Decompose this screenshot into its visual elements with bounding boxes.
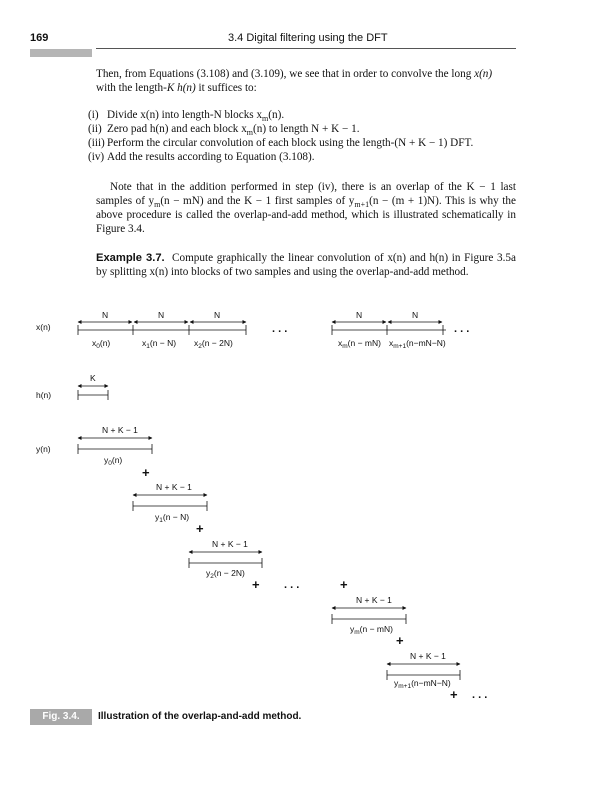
step-tail: (n) to length N + K − 1. — [253, 123, 360, 135]
example-label: Example 3.7. — [96, 252, 165, 264]
y1-segment — [133, 495, 207, 511]
step-text: Perform the circular convolution of each block using the length-(N + K − 1) DFT. — [107, 137, 474, 149]
note-b: (n − mN) and the K − 1 first samples of y — [160, 195, 355, 207]
running-head: 3.4 Digital filtering using the DFT — [228, 32, 388, 44]
plus-5: + — [396, 633, 404, 648]
plus-1: + — [142, 465, 150, 480]
h-label: h(n) — [36, 390, 52, 400]
step-sub: m — [246, 128, 254, 138]
y0-label: $y_0(n)$ — [104, 455, 123, 467]
xm1-label: $x_{m+1}(n-mN-N)$ — [389, 338, 446, 350]
x-axis — [78, 325, 446, 335]
page-number: 169 — [30, 32, 49, 44]
x2-label: $x_2(n - 2N)$ — [194, 338, 233, 350]
y-label: y(n) — [36, 444, 51, 454]
y1-NK: N + K − 1 — [156, 482, 192, 492]
intro-part3: it suffices to: — [195, 82, 257, 94]
figure-caption: Illustration of the overlap-and-add method. — [98, 711, 302, 722]
step-text: Zero pad h(n) and each block x — [107, 123, 247, 135]
step-number: (i) — [88, 109, 99, 121]
step-number: (ii) — [88, 123, 102, 135]
step-text: Divide x(n) into length-N blocks x — [107, 109, 263, 121]
h-segment — [78, 386, 108, 400]
step-number: (iii) — [88, 137, 105, 149]
step-number: (iv) — [88, 151, 105, 163]
plus-4: + — [340, 577, 348, 592]
step-sub: m — [262, 114, 269, 124]
ym-NK: N + K − 1 — [356, 595, 392, 605]
ym-segment — [332, 608, 406, 624]
x-N-1: N — [102, 310, 109, 320]
note-a-sub: m — [154, 200, 161, 210]
x-N-3: N — [214, 310, 221, 320]
intro-part2: with the length- — [96, 82, 167, 94]
x-N-2: N — [158, 310, 165, 320]
intro-xn: x(n) — [474, 68, 493, 80]
x0-label: $x_0(n)$ — [92, 338, 111, 350]
plus-3: + — [252, 577, 260, 592]
ym1-label: $y_{m+1}(n-mN-N)$ — [394, 678, 451, 690]
step-tail: (n). — [268, 109, 285, 121]
intro-hn: h(n) — [177, 82, 196, 94]
step-text: Add the results according to Equation (3.108). — [107, 151, 315, 163]
ym-label: $y_m(n - mN)$ — [350, 624, 393, 636]
intro-K: K — [166, 82, 175, 94]
y1-label: $y_1(n - N)$ — [155, 512, 190, 524]
x-dots-1: . . . — [272, 323, 288, 335]
plus-2: + — [196, 521, 204, 536]
example-text: Compute graphically the linear convolution of x(n) and h(n) in Figure 3.5a by splitting x(n) into blocks of two samples and using the overlap-and-add method. — [96, 252, 516, 278]
y2-label: $y_2(n - 2N)$ — [206, 568, 245, 580]
y0-segment — [78, 438, 152, 454]
h-K: K — [90, 373, 96, 383]
ym1-NK: N + K − 1 — [410, 651, 446, 661]
note-b-sub: m+1 — [354, 200, 370, 210]
note-c: (n − (m + 1)N). This is why the above procedure is called the overlap-and-add method, which is illustrated schematically in Figure 3.4. — [96, 195, 516, 235]
x-N-4: N — [356, 310, 363, 320]
y-dots-2: . . . — [472, 689, 488, 701]
x1-label: $x_1(n - N)$ — [142, 338, 177, 350]
plus-6: + — [450, 687, 458, 702]
x-dots-2: . . . — [454, 323, 470, 335]
x-N-5: N — [412, 310, 419, 320]
y2-segment — [189, 552, 262, 568]
intro-part1: Then, from Equations (3.108) and (3.109), we see that in order to convolve the long — [96, 68, 475, 80]
y2-NK: N + K − 1 — [212, 539, 248, 549]
xm-label: $x_m(n - mN)$ — [338, 338, 381, 350]
figure-tab: Fig. 3.4. — [30, 709, 92, 725]
note-a: Note that in the addition performed in step (iv), there is an overlap of the K − 1 last samples of y — [96, 181, 516, 207]
y-dots-1: . . . — [284, 579, 300, 591]
x-label: x(n) — [36, 322, 51, 332]
y0-NK: N + K − 1 — [102, 425, 138, 435]
